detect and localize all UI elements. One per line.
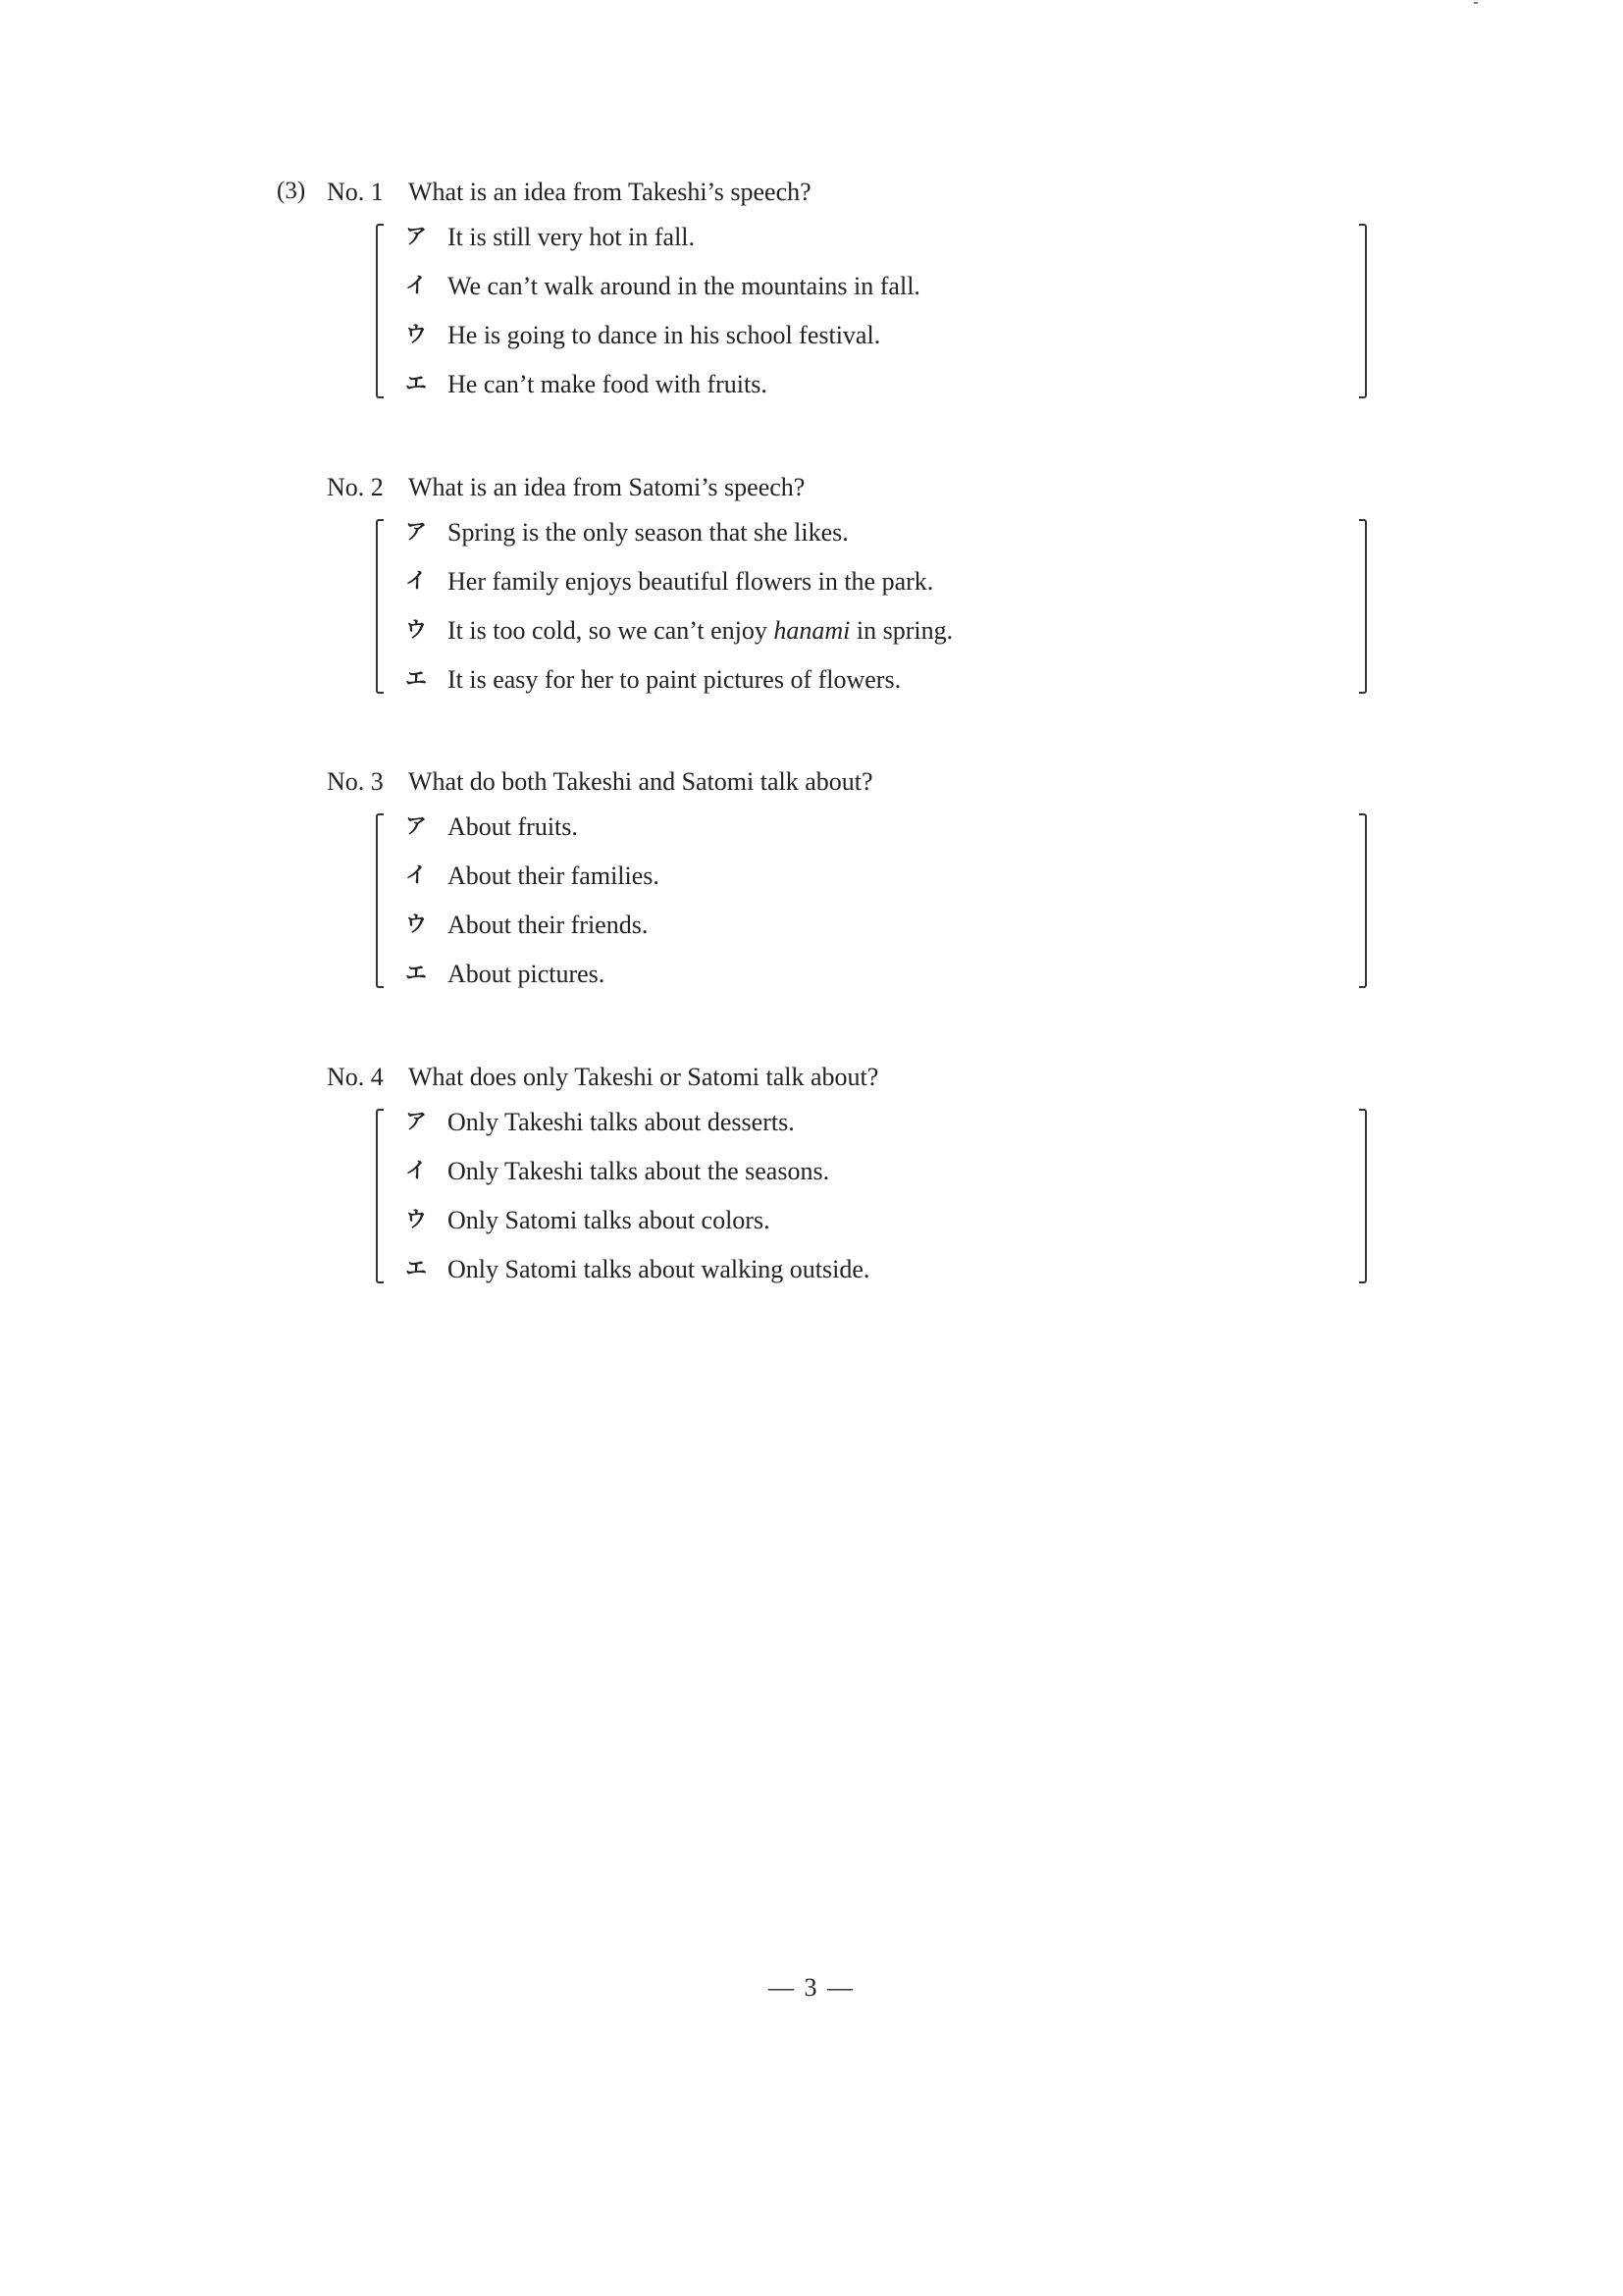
choice-text: Spring is the only season that she likes. — [447, 518, 849, 547]
choice-u[interactable] — [401, 1203, 1343, 1242]
choice-letter: イ — [404, 274, 427, 298]
choice-i[interactable] — [401, 1154, 1343, 1193]
choice-a[interactable] — [401, 220, 1343, 259]
question-number: No. 1 — [327, 178, 384, 206]
choice-text: He is going to dance in his school festival. — [447, 321, 881, 349]
left-bracket — [376, 1109, 384, 1283]
choice-text: We can’t walk around in the mountains in fall. — [447, 272, 920, 300]
left-bracket — [376, 813, 384, 988]
choice-u[interactable] — [401, 613, 1343, 652]
question-number: No. 3 — [327, 767, 384, 796]
choice-letter: イ — [404, 569, 427, 594]
choice-a[interactable] — [401, 515, 1343, 554]
choice-letter: エ — [404, 372, 427, 396]
choice-text: Her family enjoys beautiful flowers in the park. — [447, 567, 934, 596]
choice-e[interactable] — [401, 1252, 1343, 1291]
choice-e[interactable] — [401, 957, 1343, 996]
choice-letter: ア — [404, 814, 427, 839]
choice-letter: ウ — [404, 913, 427, 937]
choice-text: Only Takeshi talks about desserts. — [447, 1108, 795, 1136]
choice-letter: ウ — [404, 618, 427, 643]
choice-text: Only Takeshi talks about the seasons. — [447, 1157, 830, 1185]
right-bracket — [1359, 1109, 1367, 1283]
question-4 — [327, 1060, 1387, 1315]
question-1 — [327, 175, 1387, 430]
choice-text: Only Satomi talks about colors. — [447, 1206, 770, 1234]
right-bracket — [1359, 519, 1367, 694]
question-text: What do both Takeshi and Satomi talk about? — [408, 767, 873, 796]
choice-e[interactable] — [401, 662, 1343, 702]
question-text: What is an idea from Takeshi’s speech? — [408, 178, 812, 206]
choice-e[interactable] — [401, 367, 1343, 406]
choice-letter: イ — [404, 863, 427, 888]
choice-text: Only Satomi talks about walking outside. — [447, 1255, 870, 1283]
choice-i[interactable] — [401, 564, 1343, 603]
choice-group — [376, 220, 1367, 408]
scan-mark — [1474, 2, 1478, 4]
page-number: — 3 — — [768, 1973, 855, 2002]
choice-a[interactable] — [401, 809, 1343, 849]
right-bracket — [1359, 813, 1367, 988]
question-number: No. 2 — [327, 473, 384, 501]
question-text: What does only Takeshi or Satomi talk about? — [408, 1063, 879, 1091]
choice-text: It is easy for her to paint pictures of flowers. — [447, 665, 902, 694]
choice-letter: ア — [404, 225, 427, 249]
choice-text: About their friends. — [447, 911, 649, 939]
choice-text: About fruits. — [447, 812, 578, 841]
choice-group — [376, 1105, 1367, 1293]
choice-text: About pictures. — [447, 960, 605, 988]
choice-letter: ウ — [404, 323, 427, 347]
choice-text-part: It is too cold, so we can’t enjoy — [447, 616, 774, 645]
left-bracket — [376, 224, 384, 398]
choice-i[interactable] — [401, 859, 1343, 898]
choice-letter: エ — [404, 667, 427, 692]
choice-group — [376, 515, 1367, 704]
choice-letter: エ — [404, 962, 427, 986]
choice-letter: エ — [404, 1257, 427, 1281]
choice-letter: イ — [404, 1159, 427, 1183]
choice-i[interactable] — [401, 269, 1343, 308]
question-3 — [327, 764, 1387, 1019]
right-bracket — [1359, 224, 1367, 398]
choice-text: He can’t make food with fruits. — [447, 370, 767, 398]
choice-text: About their families. — [447, 861, 659, 890]
choice-u[interactable] — [401, 318, 1343, 357]
choice-group — [376, 809, 1367, 998]
left-bracket — [376, 519, 384, 694]
question-2 — [327, 470, 1387, 725]
choice-letter: ウ — [404, 1208, 427, 1232]
choice-text: It is still very hot in fall. — [447, 223, 696, 251]
choice-text-italic: hanami — [773, 616, 851, 645]
choice-letter: ア — [404, 1110, 427, 1134]
choice-letter: ア — [404, 520, 427, 545]
choice-a[interactable] — [401, 1105, 1343, 1144]
choice-text-part: in spring. — [850, 616, 954, 645]
section-label: (3) — [277, 178, 306, 204]
choice-text — [447, 613, 953, 649]
question-number: No. 4 — [327, 1063, 384, 1091]
question-text: What is an idea from Satomi’s speech? — [408, 473, 806, 501]
choice-u[interactable] — [401, 908, 1343, 947]
